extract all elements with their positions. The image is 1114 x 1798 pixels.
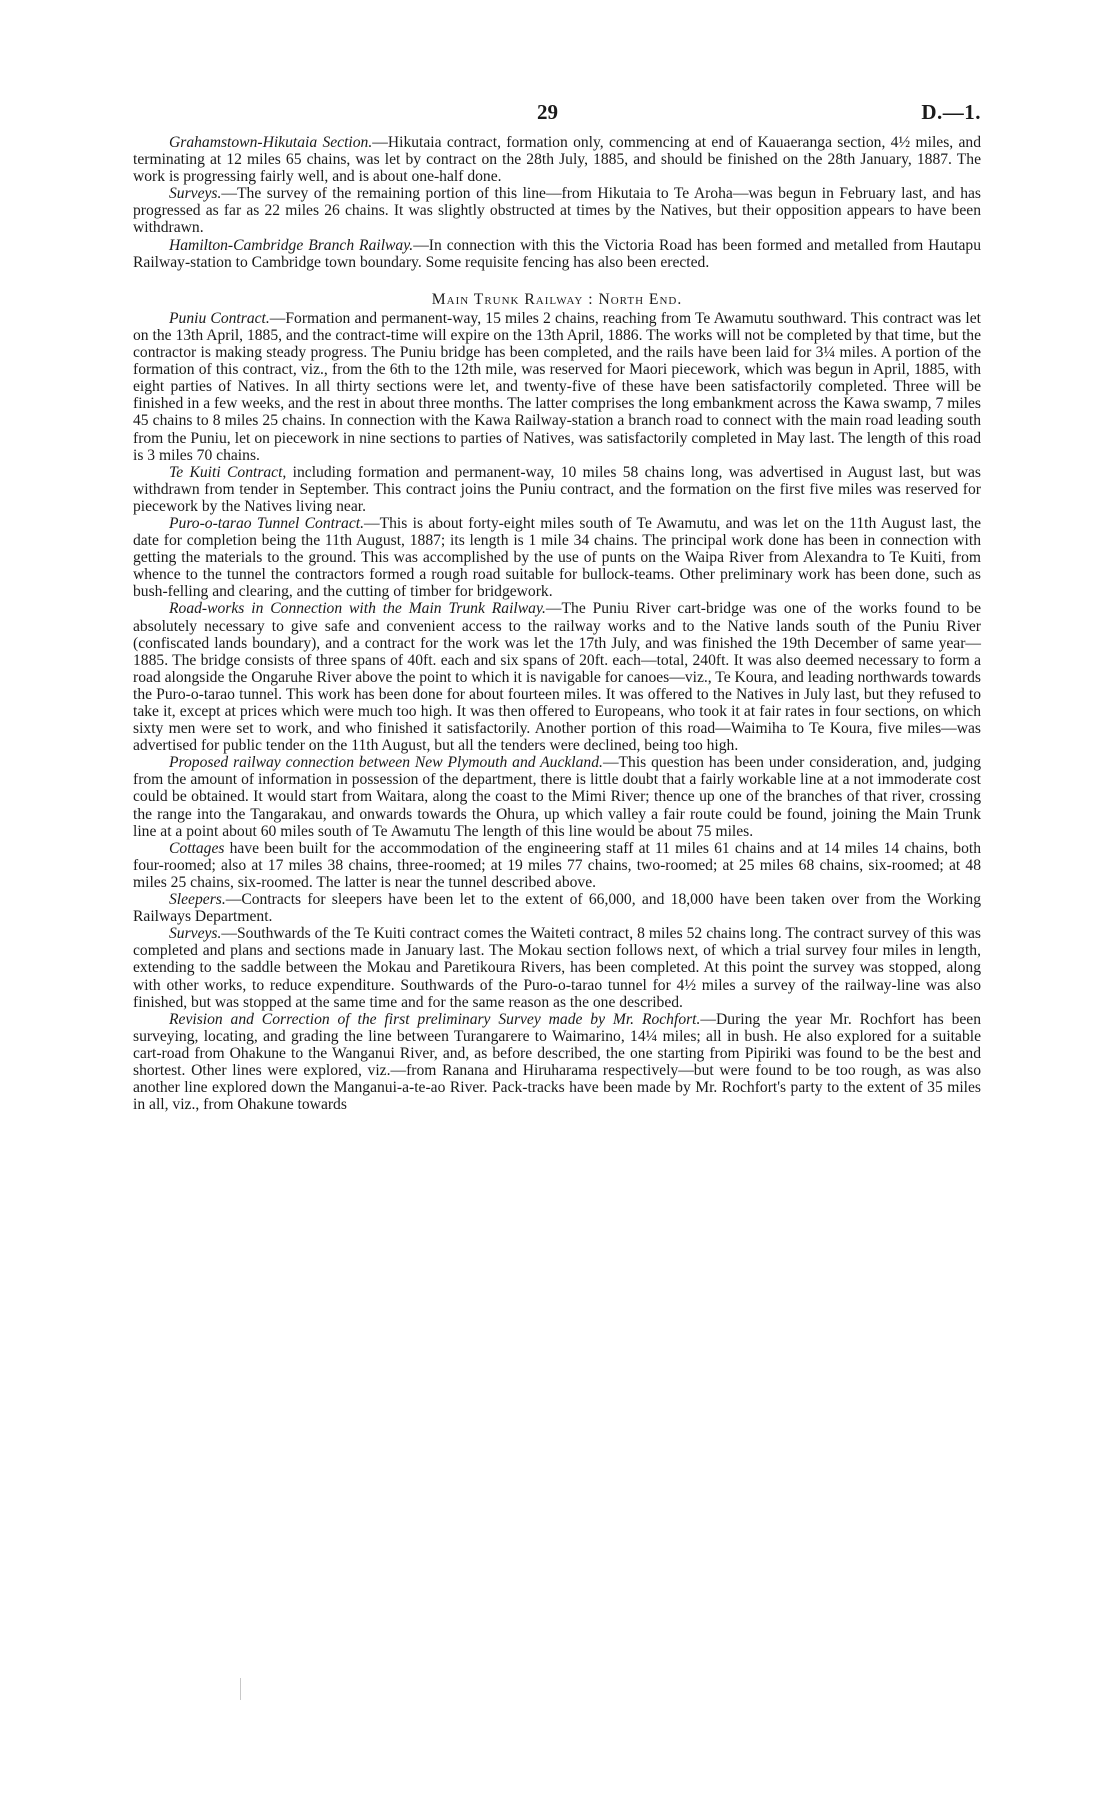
paragraph-text: —This question has been under consideration, and, judging from the amount of information in possession of the department, there is little doubt that a fairly workable line at a not immoderate cost could be obtained. It would start from Waitara, along the coast to the Mimi River; thence up one of the branches of that river, crossing the range into the Tangarakau, and onwards towards the Ohura, up which valley a fair route could be found, joining the Main Trunk line at a point about 60 miles south of Te Awamutu The length of this line would be about 75 miles. bbox=[133, 754, 981, 840]
paragraph-cottages bbox=[133, 840, 981, 891]
paragraph-text: —This is about forty-eight miles south of Te Awamutu, and was let on the 11th August last, the date for completion being the 11th August, 1887; its length is 1 mile 34 chains. The principal work done has been in connection with getting the materials to the ground. This was accomplished by the use of punts on the Waipa River from Alexandra to Te Kuiti, from whence to the tunnel the contractors formed a rough road suitable for bullock-teams. Other preliminary work has been done, such as bush-felling and clearing, and the cutting of timber for bridgework. bbox=[133, 514, 981, 601]
paragraph-text: —Contracts for sleepers have been let to the extent of 66,000, and 18,000 have been taken over from the Working Railways Department. bbox=[133, 891, 981, 926]
paragraph-text: —Formation and permanent-way, 15 miles 2 chains, reaching from Te Awamutu southward. This contract was let on the 13th April, 1885, and the contract-time will expire on the 13th April, 1886. The works will not be completed by that time, but the contractor is making steady progress. The Puniu bridge has been completed, and the rails have been laid for 3¼ miles. A portion of the formation of this contract, viz., from the 6th to the 12th mile, was reserved for Maori piecework, which was begun in April, 1885, with eight parties of Natives. In all thirty sections were let, and twenty-five of these have been satisfactorily completed. Three will be finished in a few weeks, and the rest in about three months. The latter comprises the long embankment across the Kawa swamp, 7 miles 45 chains to 8 miles 25 chains. In connection with the Kawa Railway-station a branch road to connect with the main road leading south from the Puniu, let on piecework in nine sections to parties of Natives, was satisfactorily completed in May last. The length of this road is 3 miles 70 chains. bbox=[133, 309, 981, 464]
paragraph-lead: Road-works in Connection with the Main Trunk Railway. bbox=[169, 600, 546, 618]
paragraph-lead: Revision and Correction of the first preliminary Survey made by Mr. Rochfort. bbox=[169, 1010, 701, 1028]
page-number: 29 bbox=[537, 100, 558, 124]
paragraph-text: —Hikutaia contract, formation only, commencing at end of Kauaeranga section, 4½ miles, and terminating at 12 miles 65 chains, was let by contract on the 28th July, 1885, and should be finished on the 28th January, 1887. The work is progressing fairly well, and is about one-half done. bbox=[133, 134, 981, 186]
paragraph-text: including formation and permanent-way, 10 miles 58 chains long, was advertised in August last, but was withdrawn from tender in September. This contract joins the Puniu contract, and the formation on the first five miles was reserved for piecework by the Natives living near. bbox=[133, 463, 982, 515]
paragraph-text: —The Puniu River cart-bridge was one of the works found to be absolutely necessary to give safe and convenient access to the railway works and to the Native lands south of the Puniu River (confiscated lands boundary), and a contract for the work was let the 17th July, and was finished the 19th December of same year—1885. The bridge consists of three spans of 40ft. each and six spans of 20ft. each—total, 240ft. It was also deemed necessary to form a road alongside the Ongaruhe River above the point to which it is navigable for canoes—viz., Te Koura, and leading northwards towards the Puro-o-tarao tunnel. This work has been done for about fourteen miles. It was offered to the Natives in July last, but they refused to take it, except at prices which were much too high. It was then offered to Europeans, who took it at fair rates in four sections, on which sixty men were set to work, and who finished it satisfactorily. Another portion of this road—Waimiha to Te Koura, five miles—was advertised for public tender on the 11th August, but all the tenders were declined, being too high. bbox=[133, 600, 981, 755]
paragraph-lead: Surveys. bbox=[169, 925, 222, 943]
paragraph-tunnel-contract bbox=[133, 515, 981, 600]
paragraph-te-kuiti-contract bbox=[133, 464, 981, 515]
paragraph-text: —During the year Mr. Rochfort has been surveying, locating, and grading the line between Turangarere to Waimarino, 14¼ miles; all in bush. He also explored for a suitable cart-road from Ohakune to the Wanganui River, and, as before described, the one starting from Pipiriki was found to be the best and shortest. Other lines were explored, viz.—from Ranana and Hiruharama respectively—but were found to be too rough, as was also another line explored down the Manganui-a-te-ao River. Pack-tracks have been made by Mr. Rochfort's party to the extent of 35 miles in all, viz., from Ohakune towards bbox=[133, 1010, 982, 1114]
paragraph-road-works bbox=[133, 600, 981, 754]
paragraph-lead: Sleepers. bbox=[169, 891, 226, 909]
paragraph-puniu-contract bbox=[133, 310, 981, 464]
paragraph-sleepers bbox=[133, 891, 981, 925]
document-reference: D.—1. bbox=[921, 100, 981, 124]
paragraph-hamilton-cambridge bbox=[133, 237, 981, 271]
paragraph-text: have been built for the accommodation of the engineering staff at 11 miles 61 chains and at 14 miles 14 chains, both four-roomed; also at 17 miles 38 chains, three-roomed; at 19 miles 77 chains, two-roomed; at 25 miles 68 chains, six-roomed; at 48 miles 25 chains, six-roomed. The latter is near the tunnel described above. bbox=[133, 839, 981, 891]
paragraph-lead: Puro-o-tarao Tunnel Contract. bbox=[169, 514, 365, 532]
paragraph-text: —Southwards of the Te Kuiti contract comes the Waiteti contract, 8 miles 52 chains long. The contract survey of this was completed and plans and sections made in January last. The Mokau section follows next, of which a trial survey four miles in length, extending to the saddle between the Mokau and Paretikoura Rivers, has been completed. At this point the survey was stopped, along with other works, to reduce expenditure. Southwards of the Puro-o-tarao tunnel for 4½ miles a survey of the railway-line was also finished, but was stopped at the same time and for the same reason as the one described. bbox=[133, 925, 981, 1011]
section-heading-main-trunk: Main Trunk Railway : North End. bbox=[431, 290, 683, 308]
scan-margin-mark bbox=[240, 1678, 241, 1700]
paragraph-text: —The survey of the remaining portion of this line—from Hikutaia to Te Aroha—was begun in February last, and has progressed as far as 22 miles 26 chains. It was slightly obstructed at times by the Natives, but their opposition appears to have been withdrawn. bbox=[133, 185, 981, 237]
paragraph-proposed-railway bbox=[133, 754, 981, 839]
paragraph-lead: Surveys. bbox=[169, 185, 222, 203]
paragraph-lead: Puniu Contract. bbox=[169, 309, 270, 327]
document-page bbox=[133, 100, 981, 1113]
paragraph-revision-rochfort bbox=[133, 1011, 981, 1114]
paragraph-text: —In connection with this the Victoria Road has been formed and metalled from Hautapu Railway-station to Cambridge town boundary. Some requisite fencing has also been erected. bbox=[133, 236, 981, 271]
paragraph-grahamstown-hikutaia bbox=[133, 134, 981, 185]
paragraph-surveys-hikutaia bbox=[133, 185, 981, 236]
paragraph-lead: Te Kuiti Contract, bbox=[169, 463, 287, 481]
paragraph-lead: Cottages bbox=[169, 839, 225, 857]
paragraph-lead: Hamilton-Cambridge Branch Railway. bbox=[169, 236, 414, 254]
paragraph-lead: Grahamstown-Hikutaia Section. bbox=[169, 134, 373, 151]
page-header bbox=[133, 100, 981, 134]
paragraph-lead: Proposed railway connection between New Plymouth and Auckland. bbox=[169, 754, 603, 772]
paragraph-surveys-waiteti bbox=[133, 925, 981, 1010]
